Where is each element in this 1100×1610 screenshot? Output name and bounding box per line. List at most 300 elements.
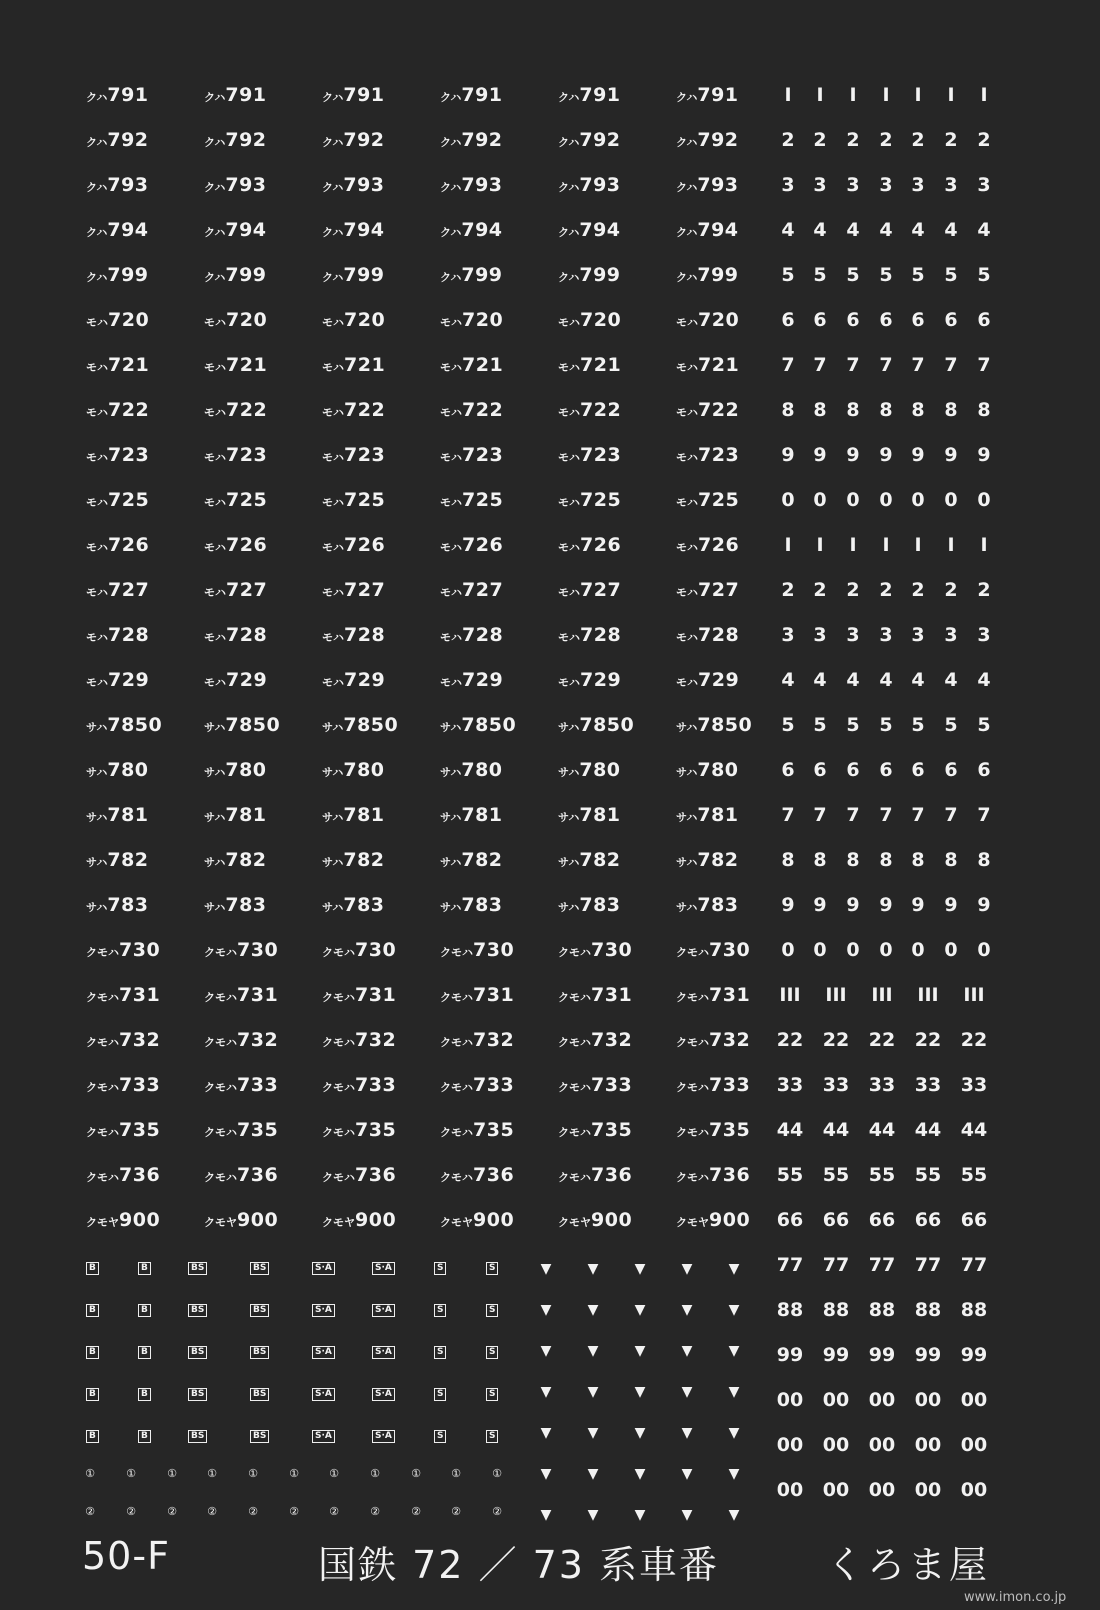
single-digit: 6 (846, 759, 860, 781)
single-digit: 5 (781, 264, 795, 286)
car-number (558, 1211, 632, 1230)
car-number (204, 266, 267, 285)
inspection-mark: S (486, 1388, 498, 1401)
car-number (86, 941, 160, 960)
double-digit: 00 (822, 1479, 850, 1501)
car-number-digits: 782 (343, 849, 385, 871)
car-number-digits: 781 (461, 804, 503, 826)
double-digit: 44 (822, 1119, 850, 1141)
car-number (86, 1076, 160, 1095)
car-type-kana: モハ (440, 676, 462, 689)
triangle-mark: ▼ (728, 1466, 740, 1482)
single-digit: 6 (911, 759, 925, 781)
car-number-digits: 721 (344, 354, 386, 376)
single-digit: 3 (846, 174, 860, 196)
car-number-digits: 723 (344, 444, 386, 466)
car-number-digits: 723 (462, 444, 504, 466)
inspection-mark: S (486, 1304, 498, 1317)
single-digit: 6 (911, 309, 925, 331)
single-digit: 9 (944, 894, 958, 916)
double-digit: 00 (960, 1434, 988, 1456)
car-number-digits: 735 (473, 1119, 515, 1141)
car-number (86, 1031, 160, 1050)
car-number-digits: 791 (461, 84, 503, 106)
single-digit: 9 (977, 894, 991, 916)
car-number (204, 806, 267, 825)
car-type-kana: クモヤ (440, 1216, 473, 1229)
car-number (676, 941, 750, 960)
inspection-mark: S·A (372, 1346, 395, 1359)
car-number-digits: 794 (579, 219, 621, 241)
car-type-kana: クモハ (676, 946, 709, 959)
product-code: 50-F (82, 1534, 170, 1578)
single-digit: 8 (813, 849, 827, 871)
single-digit: 6 (944, 309, 958, 331)
single-digit: I (947, 534, 955, 556)
car-number (322, 86, 385, 105)
car-number-digits: 733 (237, 1074, 279, 1096)
car-type-kana: クモハ (676, 991, 709, 1004)
single-digit: 9 (781, 444, 795, 466)
inspection-mark: B (138, 1262, 151, 1275)
car-type-kana: クハ (204, 136, 226, 149)
car-number (86, 401, 149, 420)
car-number (204, 1121, 278, 1140)
car-number-digits: 783 (579, 894, 621, 916)
car-number (440, 626, 503, 645)
car-number (86, 1121, 160, 1140)
car-number-digits: 7850 (461, 714, 517, 736)
car-type-kana: モハ (86, 631, 108, 644)
single-digit: 5 (813, 264, 827, 286)
inspection-mark: B (138, 1430, 151, 1443)
car-number (676, 1166, 750, 1185)
car-type-kana: クモハ (676, 1036, 709, 1049)
car-type-kana: サハ (86, 901, 108, 914)
car-number-digits: 736 (119, 1164, 161, 1186)
car-type-kana: クモハ (676, 1171, 709, 1184)
circled-number: ① (167, 1467, 177, 1480)
car-number (440, 176, 503, 195)
double-digit: 00 (822, 1389, 850, 1411)
double-digit: 88 (960, 1299, 988, 1321)
car-number (322, 1166, 396, 1185)
inspection-mark: S (434, 1262, 446, 1275)
circled-number: ① (329, 1467, 339, 1480)
car-number (322, 896, 385, 915)
double-digit: 00 (914, 1434, 942, 1456)
single-digit: 5 (813, 714, 827, 736)
car-number-digits: 730 (237, 939, 279, 961)
single-digit: 7 (879, 354, 893, 376)
car-number-digits: 722 (344, 399, 386, 421)
car-type-kana: クモハ (322, 1081, 355, 1094)
car-type-kana: クハ (676, 271, 698, 284)
single-digit: 4 (977, 669, 991, 691)
triangle-mark: ▼ (587, 1425, 599, 1441)
car-number (440, 221, 503, 240)
car-number-digits: 900 (591, 1209, 633, 1231)
car-number (322, 1076, 396, 1095)
car-number (204, 1166, 278, 1185)
car-number (86, 671, 149, 690)
car-number (322, 1121, 396, 1140)
car-number-digits: 720 (698, 309, 740, 331)
single-digit: I (882, 84, 890, 106)
car-type-kana: クハ (322, 271, 344, 284)
inspection-mark: BS (250, 1262, 269, 1275)
single-digit: 7 (813, 354, 827, 376)
car-number-digits: 732 (355, 1029, 397, 1051)
car-number-digits: 729 (698, 669, 740, 691)
car-number-digits: 733 (355, 1074, 397, 1096)
car-type-kana: クモハ (558, 1126, 591, 1139)
car-number (204, 986, 278, 1005)
circled-number: ② (289, 1505, 299, 1518)
car-number (86, 716, 162, 735)
car-type-kana: クモハ (440, 946, 473, 959)
car-type-kana: クモハ (440, 1126, 473, 1139)
car-type-kana: クモハ (322, 1036, 355, 1049)
car-number-digits: 780 (343, 759, 385, 781)
car-type-kana: モハ (440, 406, 462, 419)
single-digit: 7 (911, 354, 925, 376)
double-digit: 33 (822, 1074, 850, 1096)
car-number-digits: 726 (108, 534, 150, 556)
triangle-mark: ▼ (587, 1384, 599, 1400)
car-type-kana: サハ (440, 721, 462, 734)
double-digit: 77 (822, 1254, 850, 1276)
car-type-kana: モハ (322, 676, 344, 689)
car-number-digits: 730 (709, 939, 751, 961)
car-type-kana: モハ (440, 451, 462, 464)
car-number (676, 311, 739, 330)
single-digit: 5 (781, 714, 795, 736)
car-number (204, 401, 267, 420)
triangle-mark: ▼ (728, 1343, 740, 1359)
inspection-mark: S (486, 1430, 498, 1443)
car-type-kana: クモハ (204, 1126, 237, 1139)
car-type-kana: モハ (558, 496, 580, 509)
car-number (322, 131, 385, 150)
car-number (558, 86, 621, 105)
car-number (558, 266, 621, 285)
inspection-mark: BS (188, 1346, 207, 1359)
single-digit: 4 (944, 219, 958, 241)
single-digit: 5 (846, 264, 860, 286)
single-digit: 2 (911, 129, 925, 151)
car-number (322, 626, 385, 645)
car-number (558, 671, 621, 690)
double-digit: 55 (914, 1164, 942, 1186)
car-number (558, 1076, 632, 1095)
single-digit: 4 (911, 219, 925, 241)
brand-name: くろま屋 (826, 1543, 991, 1587)
car-number (676, 491, 739, 510)
inspection-mark: B (138, 1388, 151, 1401)
car-number-digits: 791 (697, 84, 739, 106)
circled-number: ① (126, 1467, 136, 1480)
car-number (86, 1166, 160, 1185)
car-number (322, 716, 398, 735)
triangle-mark: ▼ (540, 1507, 552, 1523)
car-number (86, 626, 149, 645)
single-digit: 4 (879, 669, 893, 691)
single-digit: 3 (879, 624, 893, 646)
car-number-digits: 793 (107, 174, 149, 196)
car-type-kana: クモハ (558, 946, 591, 959)
car-number-digits: 721 (698, 354, 740, 376)
car-number-digits: 732 (591, 1029, 633, 1051)
car-type-kana: モハ (86, 406, 108, 419)
single-digit: 5 (911, 264, 925, 286)
double-digit: 00 (776, 1479, 804, 1501)
triangle-mark: ▼ (634, 1261, 646, 1277)
car-type-kana: モハ (558, 541, 580, 554)
car-number-digits: 7850 (343, 714, 399, 736)
double-digit: 22 (822, 1029, 850, 1051)
car-type-kana: クモヤ (322, 1216, 355, 1229)
car-type-kana: モハ (676, 586, 698, 599)
car-number (676, 1121, 750, 1140)
car-number (86, 266, 149, 285)
double-digit: 00 (868, 1434, 896, 1456)
car-type-kana: クモハ (440, 1171, 473, 1184)
car-number (676, 131, 739, 150)
car-number (676, 446, 739, 465)
single-digit: 8 (977, 849, 991, 871)
double-digit: 99 (960, 1344, 988, 1366)
car-number (440, 446, 503, 465)
inspection-mark: S (486, 1262, 498, 1275)
inspection-mark: B (86, 1304, 99, 1317)
car-number (440, 536, 503, 555)
single-digit: 0 (944, 939, 958, 961)
car-number-digits: 730 (473, 939, 515, 961)
triangle-mark: ▼ (681, 1425, 693, 1441)
car-number-digits: 792 (343, 129, 385, 151)
car-number-digits: 723 (580, 444, 622, 466)
inspection-mark: S·A (312, 1430, 335, 1443)
car-type-kana: モハ (204, 451, 226, 464)
double-digit: 99 (868, 1344, 896, 1366)
car-number (440, 581, 503, 600)
car-number (558, 851, 621, 870)
car-number (558, 941, 632, 960)
car-number-digits: 782 (225, 849, 267, 871)
double-digit: 44 (960, 1119, 988, 1141)
car-number-digits: 735 (355, 1119, 397, 1141)
car-type-kana: クハ (676, 136, 698, 149)
double-digit: 44 (776, 1119, 804, 1141)
car-number (676, 1211, 750, 1230)
single-digit: 0 (977, 489, 991, 511)
inspection-mark: S·A (372, 1262, 395, 1275)
single-digit: 5 (879, 714, 893, 736)
inspection-mark: BS (250, 1304, 269, 1317)
single-digit: 9 (781, 894, 795, 916)
single-digit: 7 (846, 354, 860, 376)
car-type-kana: モハ (86, 676, 108, 689)
single-digit: 6 (944, 759, 958, 781)
single-digit: 2 (879, 579, 893, 601)
car-number (676, 356, 739, 375)
car-number-digits: 728 (108, 624, 150, 646)
car-type-kana: クモハ (204, 991, 237, 1004)
single-digit: 0 (879, 939, 893, 961)
single-digit: 8 (879, 849, 893, 871)
car-number (558, 806, 621, 825)
car-type-kana: クハ (204, 271, 226, 284)
car-type-kana: モハ (558, 631, 580, 644)
car-type-kana: クモハ (86, 1036, 119, 1049)
car-type-kana: モハ (558, 406, 580, 419)
car-number-digits: 729 (226, 669, 268, 691)
car-number (204, 626, 267, 645)
car-type-kana: サハ (322, 811, 344, 824)
double-digit: 66 (776, 1209, 804, 1231)
car-type-kana: サハ (676, 901, 698, 914)
car-type-kana: サハ (204, 901, 226, 914)
double-digit: 00 (960, 1389, 988, 1411)
car-type-kana: モハ (86, 361, 108, 374)
car-number (440, 896, 503, 915)
car-type-kana: モハ (440, 631, 462, 644)
circled-number: ① (451, 1467, 461, 1480)
car-number-digits: 791 (343, 84, 385, 106)
car-number-digits: 720 (226, 309, 268, 331)
car-number-digits: 791 (225, 84, 267, 106)
single-digit: 8 (911, 399, 925, 421)
car-number (440, 266, 503, 285)
car-number (86, 806, 149, 825)
car-number-digits: 727 (462, 579, 504, 601)
triangle-mark: ▼ (540, 1302, 552, 1318)
car-number-digits: 729 (580, 669, 622, 691)
car-number (440, 86, 503, 105)
car-number (204, 896, 267, 915)
car-number-digits: 794 (343, 219, 385, 241)
single-digit: 7 (977, 354, 991, 376)
car-number-digits: 900 (709, 1209, 751, 1231)
triangle-mark: ▼ (681, 1466, 693, 1482)
car-type-kana: モハ (676, 451, 698, 464)
double-digit: 66 (960, 1209, 988, 1231)
single-digit: 3 (944, 624, 958, 646)
car-type-kana: クモヤ (558, 1216, 591, 1229)
car-type-kana: モハ (204, 361, 226, 374)
car-number-digits: 794 (107, 219, 149, 241)
single-digit: 2 (813, 579, 827, 601)
single-digit: 5 (977, 714, 991, 736)
car-number (204, 86, 267, 105)
single-digit: 8 (846, 399, 860, 421)
car-number (86, 491, 149, 510)
car-number-digits: 781 (225, 804, 267, 826)
triangle-mark: ▼ (540, 1466, 552, 1482)
car-number-digits: 729 (462, 669, 504, 691)
car-type-kana: クハ (676, 226, 698, 239)
inspection-mark: B (138, 1346, 151, 1359)
car-number (204, 581, 267, 600)
car-number-digits: 727 (344, 579, 386, 601)
car-number-digits: 781 (343, 804, 385, 826)
car-number-digits: 721 (462, 354, 504, 376)
car-type-kana: クモハ (86, 1171, 119, 1184)
car-number-digits: 792 (461, 129, 503, 151)
car-type-kana: モハ (86, 541, 108, 554)
single-digit: 8 (879, 399, 893, 421)
car-number-digits: 782 (697, 849, 739, 871)
car-number-digits: 799 (579, 264, 621, 286)
car-number-digits: 727 (698, 579, 740, 601)
car-number-digits: 791 (107, 84, 149, 106)
car-type-kana: サハ (322, 901, 344, 914)
double-digit: 00 (868, 1389, 896, 1411)
circled-number: ① (411, 1467, 421, 1480)
car-number-digits: 721 (580, 354, 622, 376)
inspection-mark: B (86, 1388, 99, 1401)
single-digit: 8 (944, 849, 958, 871)
car-number-digits: 794 (461, 219, 503, 241)
triangle-mark: ▼ (587, 1302, 599, 1318)
car-number (676, 896, 739, 915)
car-type-kana: サハ (440, 901, 462, 914)
car-number-digits: 722 (108, 399, 150, 421)
car-type-kana: クハ (558, 226, 580, 239)
car-type-kana: モハ (86, 496, 108, 509)
circled-number: ② (451, 1505, 461, 1518)
circled-number: ① (85, 1467, 95, 1480)
inspection-mark: BS (250, 1430, 269, 1443)
single-digit: 4 (813, 669, 827, 691)
car-number (322, 851, 385, 870)
car-number (440, 131, 503, 150)
triangle-mark: ▼ (587, 1261, 599, 1277)
car-number (558, 401, 621, 420)
car-number (86, 536, 149, 555)
single-digit: 8 (781, 399, 795, 421)
car-number-digits: 728 (462, 624, 504, 646)
car-type-kana: モハ (440, 316, 462, 329)
car-type-kana: モハ (322, 316, 344, 329)
car-number-digits: 732 (237, 1029, 279, 1051)
single-digit: 5 (944, 714, 958, 736)
double-digit: 00 (914, 1479, 942, 1501)
inspection-mark: S·A (312, 1304, 335, 1317)
car-type-kana: モハ (204, 496, 226, 509)
circled-number: ② (411, 1505, 421, 1518)
double-digit: 66 (822, 1209, 850, 1231)
double-digit: 66 (914, 1209, 942, 1231)
car-number-digits: 726 (698, 534, 740, 556)
inspection-mark: B (86, 1346, 99, 1359)
triangle-mark: ▼ (728, 1425, 740, 1441)
car-type-kana: モハ (676, 406, 698, 419)
double-digit: 00 (868, 1479, 896, 1501)
single-digit: 6 (813, 309, 827, 331)
car-number-digits: 726 (344, 534, 386, 556)
car-number-digits: 736 (237, 1164, 279, 1186)
triangle-mark: ▼ (587, 1466, 599, 1482)
single-digit: 3 (911, 174, 925, 196)
double-digit: 00 (914, 1389, 942, 1411)
single-digit: 3 (977, 624, 991, 646)
car-number-digits: 7850 (107, 714, 163, 736)
car-number-digits: 727 (108, 579, 150, 601)
car-number-digits: 733 (709, 1074, 751, 1096)
car-number (558, 1166, 632, 1185)
